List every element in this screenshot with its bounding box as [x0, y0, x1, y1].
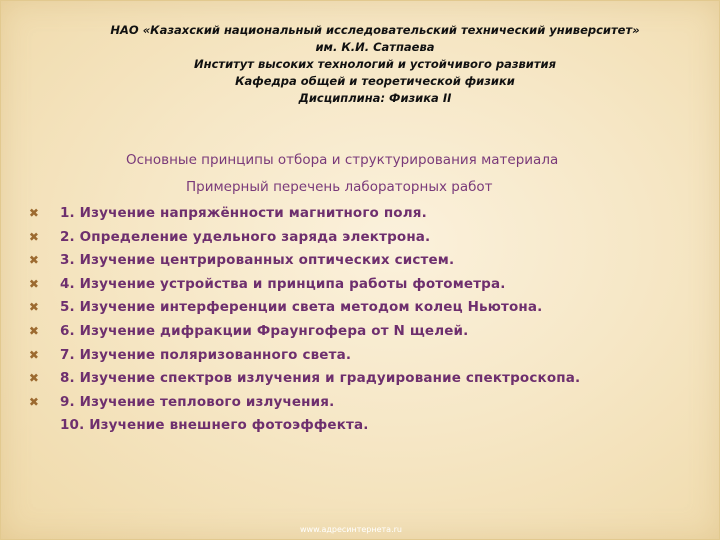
x-bullet-icon: ✖: [28, 371, 40, 386]
x-bullet-icon: ✖: [28, 229, 40, 244]
x-bullet-icon: ✖: [28, 276, 40, 291]
section-title: Основные принципы отбора и структурирования материала: [126, 152, 559, 168]
header-university: НАО «Казахский национальный исследовательский технический университет»: [110, 23, 640, 37]
lab-list: [28, 202, 708, 438]
section-subtitle: Примерный перечень лабораторных работ: [186, 179, 493, 195]
lab-item-text: 1. Изучение напряжённости магнитного поля.: [60, 205, 427, 221]
header-block: [70, 22, 680, 107]
header-discipline: Дисциплина: Физика II: [298, 91, 452, 105]
x-bullet-icon: ✖: [28, 347, 40, 362]
lab-list-item: [28, 414, 708, 438]
lab-list-item: [28, 249, 708, 273]
lab-item-text: 10. Изучение внешнего фотоэффекта.: [60, 417, 369, 434]
lab-item-text: 4. Изучение устройства и принципа работы фотометра.: [60, 275, 506, 292]
lab-list-item: [28, 367, 708, 391]
x-bullet-icon: ✖: [28, 394, 40, 409]
lab-list-item: [28, 296, 708, 320]
lab-list-item: [28, 344, 708, 368]
lab-list-item: [28, 320, 708, 344]
lab-item-text: 3. Изучение центрированных оптических систем.: [60, 252, 455, 269]
lab-item-text: 8. Изучение спектров излучения и градуирование спектроскопа.: [60, 370, 581, 387]
x-bullet-icon: ✖: [28, 323, 40, 338]
lab-item-text: 9. Изучение теплового излучения.: [60, 393, 335, 410]
lab-list-item: [28, 391, 708, 415]
lab-item-text: 2. Определение удельного заряда электрона.: [60, 228, 431, 245]
lab-list-item: [28, 226, 708, 250]
watermark-url: www.адресинтернета.ru: [300, 525, 402, 534]
x-bullet-icon: ✖: [28, 253, 40, 268]
lab-item-text: 6. Изучение дифракции Фраунгофера от N щелей.: [60, 322, 469, 339]
header-institute: Институт высоких технологий и устойчивого развития: [194, 57, 556, 71]
header-named-after: им. К.И. Сатпаева: [315, 40, 435, 54]
x-bullet-icon: ✖: [28, 206, 40, 220]
lab-item-text: 5. Изучение интерференции света методом колец Ньютона.: [60, 299, 543, 316]
header-department: Кафедра общей и теоретической физики: [235, 74, 515, 88]
lab-list-item: [28, 273, 708, 297]
lab-item-text: 7. Изучение поляризованного света.: [60, 346, 352, 363]
x-bullet-icon: ✖: [28, 300, 40, 315]
lab-list-item: [28, 202, 708, 226]
